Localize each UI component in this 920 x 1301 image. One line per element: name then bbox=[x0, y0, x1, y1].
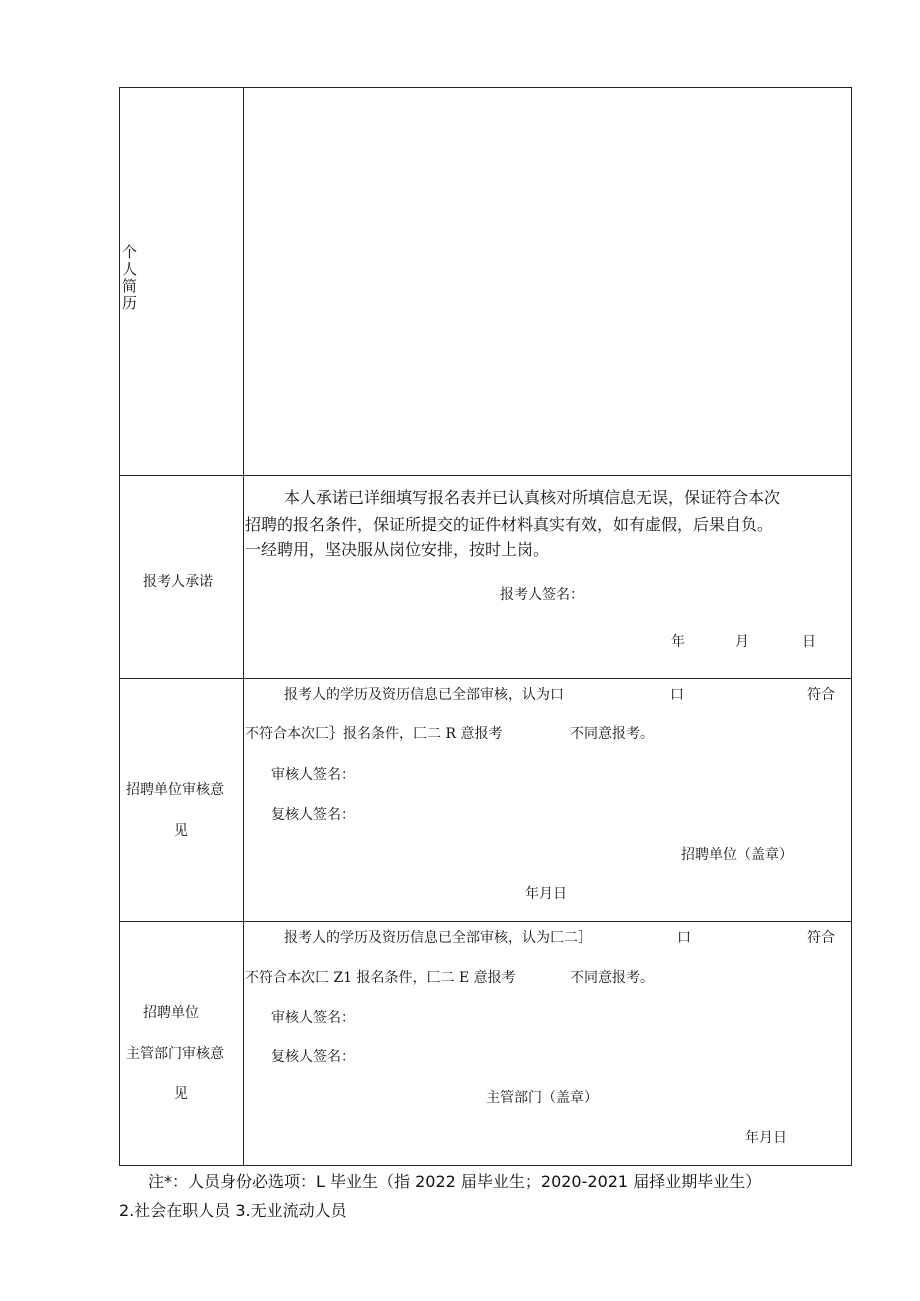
dept-review-label-line-2: 主管部门审核意 bbox=[126, 1046, 224, 1062]
resume-label bbox=[122, 244, 140, 312]
unit-review-label-line-1: 招聘单位审核意 bbox=[126, 782, 224, 798]
row-divider-2 bbox=[119, 678, 852, 679]
dept-review-disagree: 不同意报考。 bbox=[570, 970, 654, 986]
unit-review-checkbox[interactable]: 口 bbox=[670, 687, 684, 703]
pledge-line-1: 本人承诺已详细填写报名表并已认真核对所填信息无误，保证符合本次 bbox=[284, 488, 781, 507]
dept-review-checkbox[interactable]: 口 bbox=[677, 930, 691, 946]
unit-stamp: 招聘单位（盖章） bbox=[681, 847, 793, 863]
pledge-year: 年 bbox=[671, 634, 685, 650]
pledge-line-2: 招聘的报名条件，保证所提交的证件材料真实有效，如有虚假，后果自负。 bbox=[245, 515, 774, 534]
note-line-1: 注*：人员身份必选项：L 毕业生（指 2022 届毕业生；2020-2021 届择业期毕业生） bbox=[148, 1172, 762, 1191]
pledge-month: 月 bbox=[735, 634, 749, 650]
resume-label-char: 个 bbox=[122, 243, 138, 261]
unit-review-date: 年月日 bbox=[525, 886, 567, 902]
note-line-2: 2.社会在职人员 3.无业流动人员 bbox=[119, 1201, 347, 1220]
dept-stamp: 主管部门（盖章） bbox=[486, 1090, 598, 1106]
dept-review-label-line-3: 见 bbox=[174, 1086, 188, 1102]
pledge-signature-label: 报考人签名： bbox=[500, 587, 584, 603]
resume-label-char: 人 bbox=[122, 260, 138, 278]
unit-review-text-2: 符合 bbox=[807, 687, 835, 703]
dept-review-label-line-1: 招聘单位 bbox=[143, 1005, 199, 1021]
row-divider-3 bbox=[119, 921, 852, 922]
resume-label-char: 历 bbox=[122, 294, 138, 312]
pledge-day: 日 bbox=[802, 634, 816, 650]
row-divider-1 bbox=[119, 475, 852, 476]
resume-label-char: 简 bbox=[122, 277, 138, 295]
pledge-line-3: 一经聘用，坚决服从岗位安排，按时上岗。 bbox=[245, 540, 550, 559]
unit-review-conditions: 不符合本次匚｝报名条件，匚二 R 意报考 bbox=[245, 726, 503, 742]
unit-review-text-1: 报考人的学历及资历信息已全部审核，认为口 bbox=[284, 687, 564, 703]
unit-review-label-line-2: 见 bbox=[174, 823, 188, 839]
dept-review-text-1: 报考人的学历及资历信息已全部审核，认为匚二］ bbox=[284, 930, 592, 946]
dept-review-conditions: 不符合本次匚 Z1 报名条件，匚二 E 意报考 bbox=[245, 970, 516, 986]
dept-review-date: 年月日 bbox=[745, 1130, 787, 1146]
resume-input-area[interactable] bbox=[245, 89, 850, 473]
unit-reviewer-signature: 审核人签名： bbox=[271, 767, 355, 783]
dept-rechecker-signature: 复核人签名： bbox=[271, 1049, 355, 1065]
pledge-label: 报考人承诺 bbox=[143, 574, 213, 590]
unit-rechecker-signature: 复核人签名： bbox=[271, 807, 355, 823]
dept-reviewer-signature: 审核人签名： bbox=[271, 1010, 355, 1026]
column-divider bbox=[243, 87, 244, 1166]
unit-review-disagree: 不同意报考。 bbox=[570, 726, 654, 742]
dept-review-text-2: 符合 bbox=[807, 930, 835, 946]
